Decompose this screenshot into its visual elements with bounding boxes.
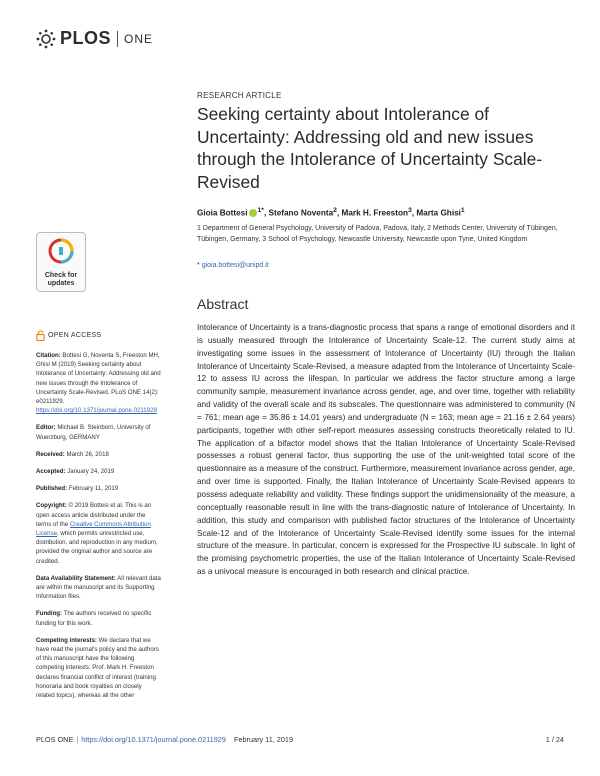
competing-interests-block — [36, 636, 161, 700]
copyright-text-tail: , which permits unrestricted use, distribution, and reproduction in any medium, provided the original author and source are credited. — [36, 530, 158, 565]
orcid-icon[interactable] — [249, 209, 257, 217]
editor-label: Editor: — [36, 424, 56, 432]
data-availability-block — [36, 574, 161, 602]
author-affiliation-mark: 1* — [257, 207, 264, 214]
abstract-heading: Abstract — [197, 296, 249, 312]
accepted-block — [36, 467, 161, 476]
received-label: Received: — [36, 450, 65, 458]
license-link[interactable]: Creative Commons Attribution License — [36, 520, 151, 538]
footer-journal: PLOS ONE — [36, 735, 74, 744]
page-number: 1 / 24 — [545, 735, 564, 744]
competing-interests-text: We declare that we have read the journal's policy and the authors of this manuscript have the following competing interests: Prof. Mark H. Freeston declares financial conflict of interest (training honoraria and book royalties on closely related topics), whereas all the other — [36, 636, 159, 700]
corresponding-marker: * — [197, 262, 200, 269]
journal-name: ONE — [124, 31, 154, 46]
open-access-label — [36, 330, 161, 341]
received-date: March 26, 2018 — [66, 450, 109, 458]
published-label: Published: — [36, 485, 68, 493]
page-footer — [36, 735, 564, 744]
author-affiliation-mark: 3 — [407, 207, 412, 214]
citation-text: Bottesi G, Noventa S, Freeston MH, Ghisi M (2019) Seeking certainty about Intolerance of Uncertainty: Addressing old and new issues through the Intolerance of Uncertainty Scale-Revised. PLoS ONE 14(2): e0211929. — [36, 352, 161, 406]
affiliations: 1 Department of General Psychology, University of Padova, Padova, Italy, 2 Methods Center, University of Tübingen, Tübingen, Germany, 3 School of Psychology, Newcastle University, Newcastle upon Tyne, United Kingdom — [197, 225, 558, 243]
author-name[interactable]: Gioia Bottesi — [197, 208, 248, 218]
competing-interests-label: Competing interests: — [36, 636, 97, 644]
author-name[interactable]: Mark H. Freeston — [341, 208, 408, 218]
open-access-text: OPEN ACCESS — [48, 331, 102, 339]
check-updates-line2: updates — [47, 280, 75, 287]
footer-date: February 11, 2019 — [233, 735, 294, 744]
article-info-sidebar — [36, 330, 161, 708]
crossmark-icon — [48, 238, 74, 264]
author-name[interactable]: Stefano Noventa — [268, 208, 334, 218]
published-date: February 11, 2019 — [68, 485, 119, 493]
citation-doi-link[interactable]: https://doi.org/10.1371/journal.pone.0211929 — [36, 407, 157, 415]
author-affiliation-mark: 2 — [333, 207, 337, 214]
author-name[interactable]: Marta Ghisi — [416, 208, 461, 218]
funding-block — [36, 609, 161, 627]
footer-left — [36, 735, 293, 744]
copyright-label: Copyright: — [36, 502, 67, 510]
footer-separator: | — [76, 735, 79, 744]
logo-divider — [117, 31, 118, 47]
copyright-block — [36, 501, 161, 565]
author-affiliation-mark: 1 — [460, 207, 465, 214]
citation-label: Citation: — [36, 352, 61, 359]
plos-sun-icon — [36, 29, 56, 49]
article-type: RESEARCH ARTICLE — [197, 91, 282, 100]
plos-logo[interactable] — [36, 28, 153, 49]
corresponding-email — [197, 262, 269, 269]
author-list: Gioia Bottesi $^{1*}$, Stefano Noventa$^2$, Mark H. Freeston$^3$, Marta Ghisi$^1$ — [197, 207, 465, 218]
copyright-text: © 2019 Bottesi et al. This is an open access article distributed under the terms of the — [36, 502, 152, 528]
data-availability-label: Data Availability Statement: — [36, 574, 116, 582]
received-block — [36, 450, 161, 459]
article-title: Seeking certainty about Intolerance of Uncertainty: Addressing old and new issues through the Intolerance of Uncertainty Scale-Revised — [197, 104, 543, 192]
editor-text: Michael B. Steinborn, University of Wuerzburg, GERMANY — [36, 424, 151, 441]
funding-text: The authors received no specific funding for this work. — [36, 610, 152, 627]
email-link[interactable]: gioia.bottesi@unipd.it — [201, 262, 269, 269]
published-block — [36, 484, 161, 493]
data-availability-text: All relevant data are within the manuscript and its Supporting Information files. — [36, 574, 161, 601]
accepted-label: Accepted: — [36, 468, 66, 476]
check-for-updates-badge[interactable] — [36, 232, 86, 292]
abstract-body: Intolerance of Uncertainty is a trans-diagnostic process that spans a range of emotional disorders and it is usually measured through the Intolerance of Uncertainty Scale-12. The current study aims at investigating some issues in the assessment of Intolerance of Uncertainty (IU) through the Italian Intolerance of Uncertainty Scale-Revised, a measure adapted from the Intolerance of Uncertainty Scale-12 to assess IU across the lifespan. In particular we address the factor structure among a large community sample, measurement invariance across gender, age, and over time, together with reliability and validity of the overall scale and its subscales. The questionnaire was administered to community (N = 761; mean age = 35.86 ± 14.01 years) and undergraduate (N = 163; mean age = 21.16 ± 2.64 years) participants, together with other self-report measures assessing constructs theoretically related to IU. The application of a bifactor model shows that the Italian Intolerance of Uncertainty Scale-Revised possesses a robust general factor, thus supporting the use of the unit-weighted total score of the questionnaire as a measure of the construct. Furthermore, measurement invariance across gender, age, and over time is supported. Finally, the Italian Intolerance of Uncertainty Scale-Revised appears to possess adequate reliability and validity. These findings support the unidimensionality of the measure, a conceptually reasonable result in line with the trans-diagnostic nature of Intolerance of Uncertainty. In addition, this study and comparison with published factor structures of the Intolerance of Uncertainty Scale-12 and of the Intolerance of Uncertainty Scale-Revised identify some issues for the internal structure of the measure. In particular, concern is expressed for the Prospective IU subscale. In light of the promising psychometric properties, the use of the Italian Intolerance of Uncertainty Scale-Revised as a univocal measure is encouraged in both research and clinical practice. — [197, 323, 575, 577]
open-lock-icon — [36, 330, 45, 341]
accepted-date: January 24, 2019 — [67, 468, 115, 476]
citation-block — [36, 351, 161, 415]
funding-label: Funding: — [36, 610, 63, 618]
plos-brand: PLOS — [60, 28, 112, 48]
check-updates-line1: Check for — [44, 272, 78, 279]
footer-doi-link[interactable]: https://doi.org/10.1371/journal.pone.0211929 — [81, 735, 226, 744]
editor-block — [36, 423, 161, 441]
